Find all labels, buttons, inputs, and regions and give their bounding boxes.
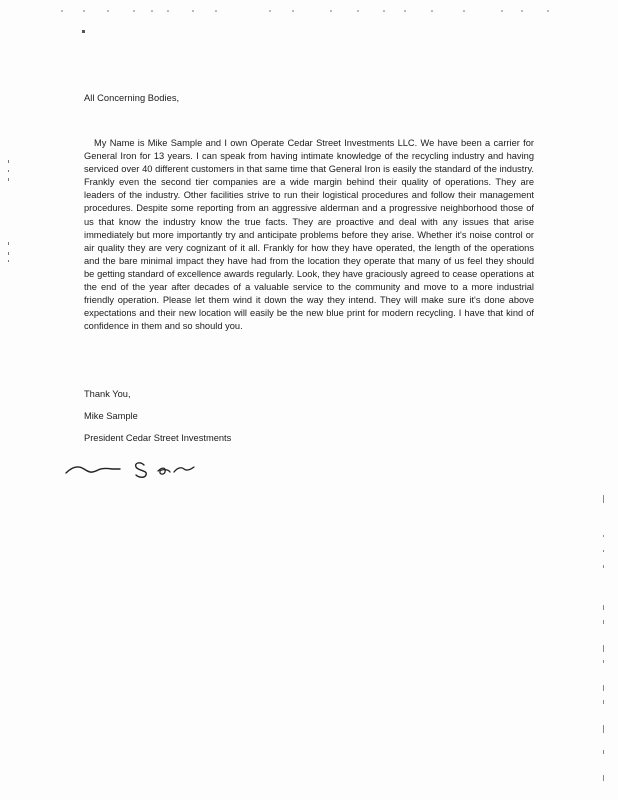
- salutation: All Concerning Bodies,: [84, 93, 180, 103]
- letter-body: My Name is Mike Sample and I own Operate Cedar Street Investments LLC. We have been a carrier for General Iron for 13 years. I can speak from having intimate knowledge of the recycling industry and having serviced over 40 different customers in that same time that General Iron is easily the standard of the industry. Frankly even the second tier companies are a wide margin behind their quality of operations. They are leaders of the industry. Other facilities strive to run their logistical procedures and follow their management procedures. Despite some reporting from an aggressive alderman and a progressive neighborhood those of us that know the industry know the true facts. They are proactive and deal with any issues that arise immediately but more importantly try and anticipate problems before they arise. Whether it's noise control or air quality they are very cognizant of it all. Frankly for how they have operated, the length of the operations and the bare minimal impact they have had from the location they operate that many of us feel they should be getting standard of excellence awards regularly. Look, they have graciously agreed to cease operations at the end of the year after decades of a valuable service to the community and move to a more industrial friendly operation. Please let them wind it down the way they intend. They will make sure it's done above expectations and their new location will easily be the new blue print for modern recycling. I have that kind of confidence in them and so should you.: [84, 138, 534, 332]
- signer-title: President Cedar Street Investments: [84, 433, 232, 443]
- scan-noise-top: [60, 8, 560, 14]
- handwritten-signature: [62, 455, 202, 483]
- closing: Thank You,: [84, 389, 131, 399]
- scan-noise-left: [6, 160, 12, 270]
- scan-noise-right: [594, 495, 608, 795]
- signer-name: Mike Sample: [84, 411, 138, 421]
- scan-mark: [82, 30, 85, 33]
